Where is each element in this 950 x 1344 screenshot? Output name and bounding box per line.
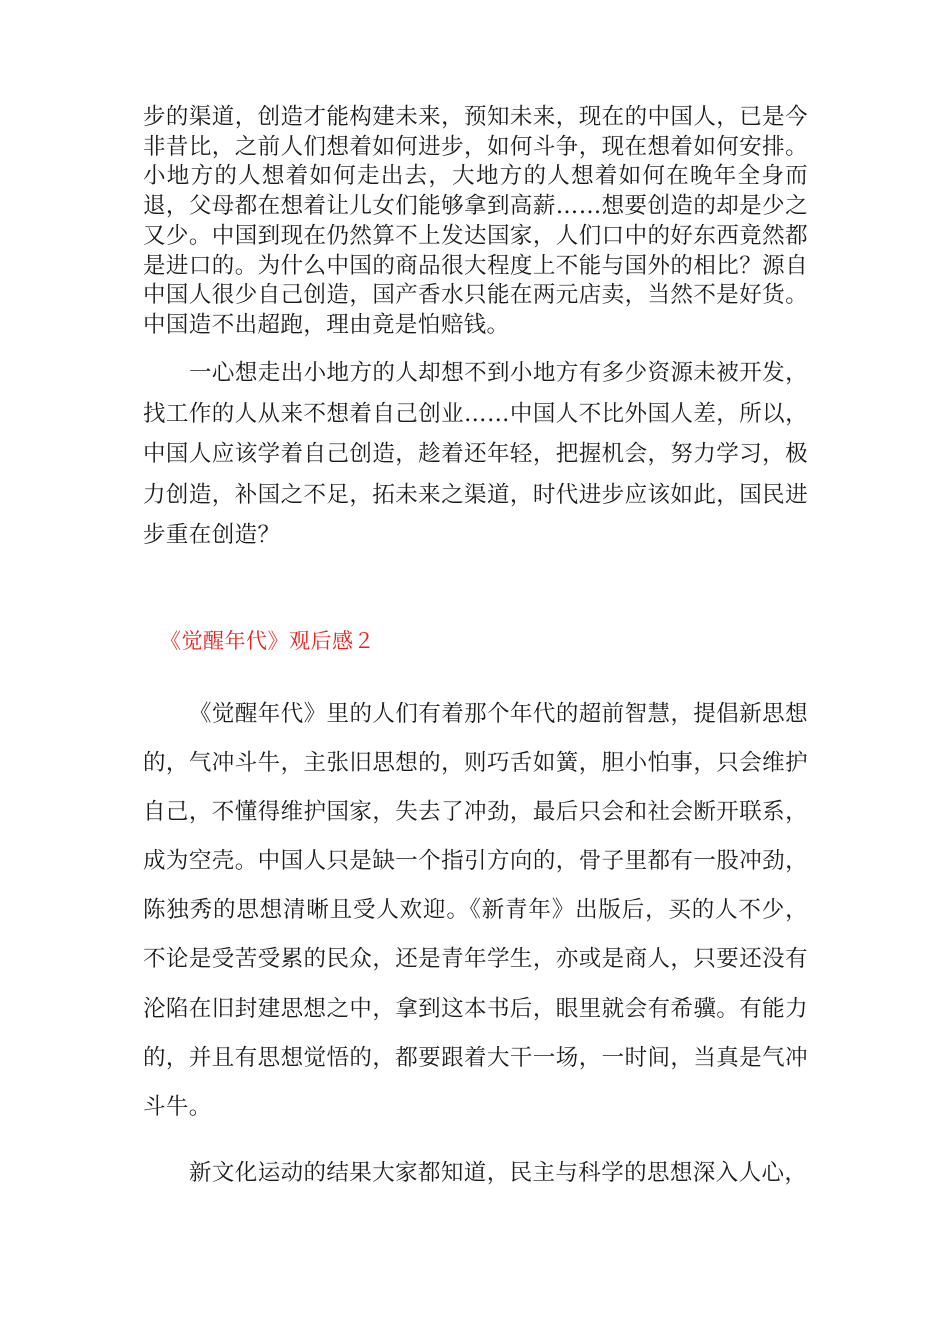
- paragraph-creation: 一心想走出小地方的人却想不到小地方有多少资源未被开发，找工作的人从来不想着自己创业……中国人不比外国人差，所以，中国人应该学着自己创造，趁着还年轻，把握机会，努力学习，极力创造，补国之不足，拓未来之渠道，时代进步应该如此，国民进步重在创造？: [143, 360, 808, 548]
- section-heading: 《觉醒年代》观后感２: [160, 629, 375, 653]
- paragraph-new-culture: 新文化运动的结果大家都知道，民主与科学的思想深入人心，: [189, 1160, 808, 1186]
- paragraph-awakening-age: 《觉醒年代》里的人们有着那个年代的超前智慧，提倡新思想的，气冲斗牛，主张旧思想的，则巧舌如簧，胆小怕事，只会维护自己，不懂得维护国家，失去了冲劲，最后只会和社会断开联系，成为空壳。中国人只是缺一个指引方向的，骨子里都有一股冲劲，陈独秀的思想清晰且受人欢迎。《新青年》出版后，买的人不少，不论是受苦受累的民众，还是青年学生，亦或是商人，只要还没有沦陷在旧封建思想之中，拿到这本书后，眼里就会有希骥。有能力的，并且有思想觉悟的，都要跟着大干一场，一时间，当真是气冲斗牛。: [143, 701, 808, 1120]
- paragraph-continuation: 步的渠道，创造才能构建未来，预知未来，现在的中国人，已是今非昔比，之前人们想着如何进步，如何斗争，现在想着如何安排。小地方的人想着如何走出去，大地方的人想着如何在晚年全身而退，父母都在想着让儿女们能够拿到高薪……想要创造的却是少之又少。中国到现在仍然算不上发达国家，人们口中的好东西竟然都是进口的。为什么中国的商品很大程度上不能与国外的相比？源自中国人很少自己创造，国产香水只能在两元店卖，当然不是好货。中国造不出超跑，理由竟是怕赔钱。: [143, 104, 808, 338]
